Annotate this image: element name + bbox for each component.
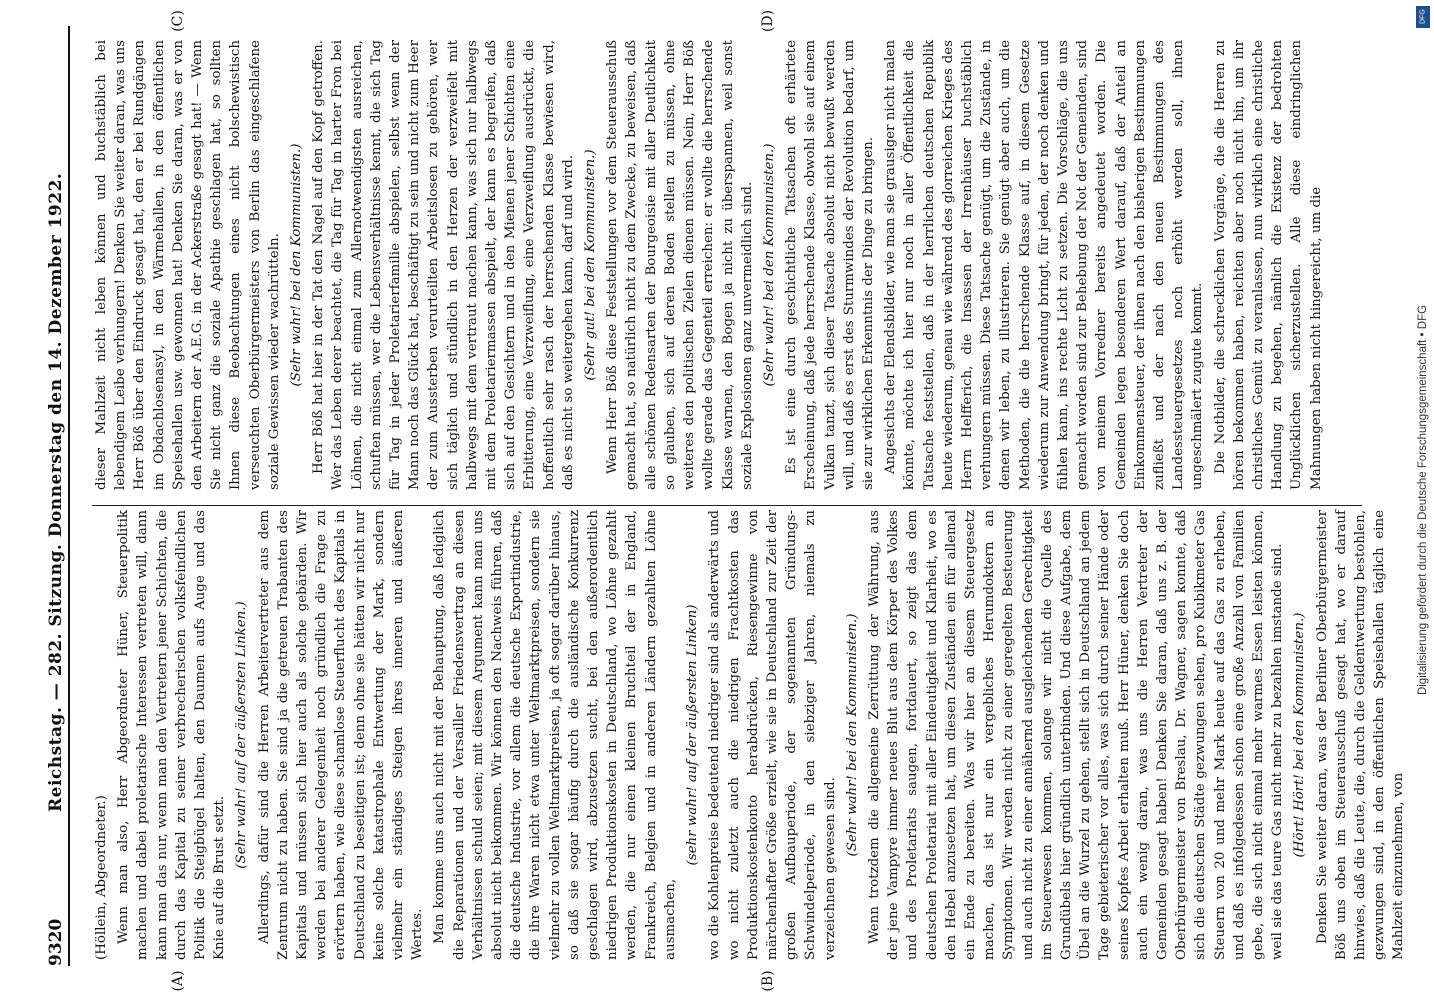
paragraph: Man komme uns auch nicht mit der Behauptung, daß lediglich die Reparationen und der Versailler Friedensvertrag an diesen Verhältnissen schuld seien; mit diesem Argument kann man uns absolut nicht beikommen. Wir können den Nachweis führen, daß die deutsche Industrie, vor allem die deutsche Exportindustrie, die ihre Waren nicht etwa unter Weltmarktpreisen, sondern sie vielmehr zu vollen Weltmarktpreisen, ja oft sogar darüber hinaus, so daß sie sogar häufig durch die ausländische Konkurrenz geschlagen wird, abzusetzen sucht, bei den außerordentlich niedrigen Produktionskosten in Deutschland, wo Löhne gezahlt werden, die nur einen kleinen Bruchteil der in England, Frankreich, Belgien und in anderen Ländern gezahlten Löhne ausmachen, bbox=[432, 510, 678, 960]
margin-marker-b: (B) bbox=[760, 970, 776, 992]
interjection: (sehr wahr! auf der äußersten Linken) bbox=[685, 604, 701, 866]
column-divider bbox=[92, 505, 1362, 506]
paragraph: Wenn man also, Herr Abgeordneter Hüner, Steuerpolitik machen und dabei proletarische Interessen vertreten will, dann kann man das nur, wenn man den Vertretern jener Schichten, die durch das Kapital zu seiner verbrecherischen volksfeindlichen Politik die Steigbügel halten, den Daumen aufs Auge und das Knie auf die Brust setzt. bbox=[116, 510, 228, 960]
margin-marker-a: (A) bbox=[170, 970, 186, 992]
speaker-line: (Höllein, Abgeordneter.) bbox=[94, 795, 109, 960]
digitization-credit-text: Digitalisierung gefördert durch die Deutsche Forschungsgemeinschaft • DFG bbox=[1417, 304, 1430, 696]
interjection: (Sehr gut! bei den Kommunisten.) bbox=[583, 149, 599, 381]
interjection: (Sehr wahr! auf der äußersten Linken.) bbox=[234, 601, 250, 869]
interjection: (Sehr wahr! bei den Kommunisten.) bbox=[289, 143, 305, 387]
interjection: (Sehr wahr! bei den Kommunisten.) bbox=[844, 613, 860, 857]
paragraph: Es ist eine durch geschichtliche Tatsachen oft erhärtete Erscheinung, daß jede herrschende Klasse, obwohl sie auf einem Vulkan tanzt, sich dieser Tatsache absolut nicht bewußt werden will, und daß es erst des Sturmwindes der Revolution bedarf, um sie zur wirklichen Erkenntnis der Dinge zu bringen. bbox=[784, 40, 876, 490]
paragraph: wo die Kohlenpreise bedeutend niedriger sind als anderwärts und wo nicht zuletzt auch die niedrigen Frachtkosten das Produktionskostenkonto herabdrücken, Riesengewinne von märchenhafter Größe erzielt, wie sie in Deutschland zur Zeit der großen Aufbauperiode, der sogenannten Gründungs-Schwindelperiode, in den siebziger Jahren, niemals zu verzeichnen gewesen sind. bbox=[707, 510, 838, 960]
page-header bbox=[30, 26, 70, 966]
digitization-credit bbox=[1412, 0, 1434, 1000]
paragraph: Allerdings, dafür sind die Herren Arbeitervertreter aus dem Zentrum nicht zu haben. Sie sind ja die getreuen Trabanten des Kapitals und müssen sich hier auch als solche gebärden. Wir werden bei anderer Gelegenheit noch gründlich die Frage zu erörtern haben, wie diese schamlose Steuerflucht des Kapitals in Deutschland zu beseitigen ist; denn ohne sie hätten wir nicht nur keine solche katastrophale Entwertung der Mark, sondern vielmehr ein ständiges Steigen ihres inneren und äußeren Wertes. bbox=[256, 510, 426, 960]
paragraph: Denken Sie weiter daran, was der Berliner Oberbürgermeister Böß uns oben im Steuerausschuß gesagt hat, wo er darauf hinwies, daß die Leute, die, durch die Geldentwertung bestohlen, gezwungen sind, in den öffentlichen Speisehallen täglich eine Mahlzeit einzunehmen, von bbox=[1314, 510, 1407, 960]
paragraph: dieser Mahlzeit nicht leben können und buchstäblich bei lebendigem Leibe verhungern! Denken Sie weiter daran, was uns Herr Böß über den Eindruck gesagt hat, den er bei Rundgängen im Obdachlosenasyl, in den Wärmehallen, in den öffentlichen Speisehallen usw. gewonnen hat! Denken Sie daran, was er von den Arbeitern der A.E.G. in der Ackerstraße gesagt hat! — Wenn Sie nicht ganz die soziale Apathie geschlagen hat, so sollten Ihnen diese Beobachtungen eines nicht bolschewistisch verseuchten Oberbürgermeisters von Berlin das eingeschlafene soziale Gewissen wieder wachrütteln. bbox=[94, 40, 282, 490]
margin-marker-c: (C) bbox=[170, 10, 186, 32]
paragraph: Herr Böß hat hier in der Tat den Nagel auf den Kopf getroffen. Wer das Leben derer beachtet, die Tag für Tag in harter Fron bei Löhnen, die nicht einmal zum Allernotwendigsten ausreichen, schuften müssen, wer die Lebensverhältnisse kennt, die sich Tag für Tag in jeder Proletarierfamilie abspielen, selbst wenn der Mann noch das Glück hat, beschäftigt zu sein und nicht zum Heer der zum Aussterben verurteilten Arbeitslosen zu gehören, wer sich täglich und stündlich in den Herzen der verzweifelt mit halbwegs mit dem vertraut machen kann, was sich nur halbwegs mit dem Proletariermassen abspielt, der kann es begreifen, daß sich auf den Gesichtern und in den Mienen jener Schichten eine Erbitterung, eine Verzweiflung, eine Verzweiflung ausdrückt, die hoffentlich sehr rasch der herrschenden Klasse bewiesen wird, daß es nicht so weitergehen kann, darf und wird. bbox=[311, 40, 576, 490]
margin-marker-d: (D) bbox=[760, 9, 776, 33]
paragraph: Wenn trotzdem die allgemeine Zerrüttung der Währung, aus der jene Vampyre immer neues Blut aus dem Körper des Volkes und des Proletariats saugen, fortdauert, so zeigt das dem deutschen Proletariat mit aller Eindeutigkeit und Klarheit, wo es den Hebel anzusetzen hat, um diesen Zuständen ein für allemal ein Ende zu bereiten. Was wir hier an diesem Steuergesetz machen, das ist nur ein vergebliches Herumdoktern an Symptomen. Wir werden nicht zu einer geregelten Besteuerung und auch nicht zu einer annähernd ausgleichenden Gerechtigkeit im Steuerwesen kommen, solange wir nicht die Quelle des Grundübels hier gründlich unterbinden. Und diese Aufgabe, dem Übel an die Wurzel zu gehen, stellt sich in Deutschland an jedem Tage gebieterischer vor alles, was sich durch seiner Hände oder seines Kopfes Arbeit erhalten muß. Herr Hüner, denken Sie doch auch ein wenig daran, was uns die Herren Vertreter der Gemeinden gesagt haben! Denken Sie daran, daß uns z. B. der Oberbürgermeister von Breslau, Dr. Wagner, sagen konnte, daß sich die deutschen Städte gezwungen sehen, pro Kubikmeter Gas Steuern von 20 und mehr Mark heute auf das Gas zu erheben, und daß es infolgedessen schon eine große Anzahl von Familien gebe, die sich nicht einmal mehr warmes Essen leisten können, weil sie das teure Gas nicht mehr zu bezahlen imstande sind. bbox=[866, 510, 1286, 960]
interjection: (Hört! Hört! bei den Kommunisten.) bbox=[1292, 612, 1308, 858]
dfg-logo-icon: DFG bbox=[1416, 6, 1430, 28]
paragraph: Angesichts der Elendsbilder, wie man sie grausiger nicht malen könnte, möchte ich hier nur noch in aller Öffentlichkeit die Tatsache feststellen, daß in der herrlichen deutschen Republik heute wiederum, genau wie während des glorreichen Krieges des Herrn Helfferich, die Insassen der Irrenhäuser buchstäblich verhungern müssen. Diese Tatsache genügt, um die Zustände, in denen wir leben, zu illustrieren. Sie genügt aber auch, um die Methoden, die die herrschende Klasse auf, in diesem Gesetze wiederum zur Anwendung bringt, für jeden, der noch denken und fühlen kann, ins rechte Licht zu setzen. Die Vorschläge, die uns gemacht worden sind zur Behebung der Not der Gemeinden, sind von meinem Vorredner bereits angedeutet worden. Die Gemeinden legen besonderen Wert darauf, daß der Anteil an Einkommensteuer, der ihnen nach den bisherigen Bestimmungen zufließt und der nach den neuen Bestimmungen des Landessteuergesetzes noch erhöht werden soll, ihnen ungeschmälert zugute kommt. bbox=[883, 40, 1206, 490]
text-column-right bbox=[92, 40, 1362, 490]
page-number: 9320 bbox=[46, 918, 66, 966]
paragraph: Die Notbilder, die schrecklichen Vorgänge, die die Herren zu hören bekommen haben, reichten aber noch nicht hin, um ihr christliches Gemüt zu veranlassen, nun wirklich eine christliche Handlung zu begehen, nämlich die Existenz der bedrohten Unglücklichen sicherzustellen. Alle diese eindringlichen Mahnungen haben nicht hingereicht, um die bbox=[1212, 40, 1324, 490]
session-title: Reichstag. — 282. Sitzung. Donnerstag den 14. Dezember 1922. bbox=[46, 172, 66, 812]
paragraph: Wenn Herr Böß diese Feststellungen vor dem Steuerausschuß gemacht hat, so natürlich nicht zu dem Zwecke, zu beweisen, daß alle schönen Redensarten der Bourgeoisie mit aller Deutlichkeit so glauben, sich auf deren Boden stellen zu müssen, ohne weiteres den politischen Zielen dienen müssen. Nein, Herr Böß wollte gerade das Gegenteil erreichen: er wollte die herrschende Klasse warnen, den Bogen ja nicht zu überspannen, weil sonst soziale Explosionen ganz unvermeidlich sind. bbox=[605, 40, 755, 490]
interjection: (Sehr wahr! bei den Kommunisten.) bbox=[761, 143, 777, 387]
text-column-left bbox=[92, 510, 1407, 960]
